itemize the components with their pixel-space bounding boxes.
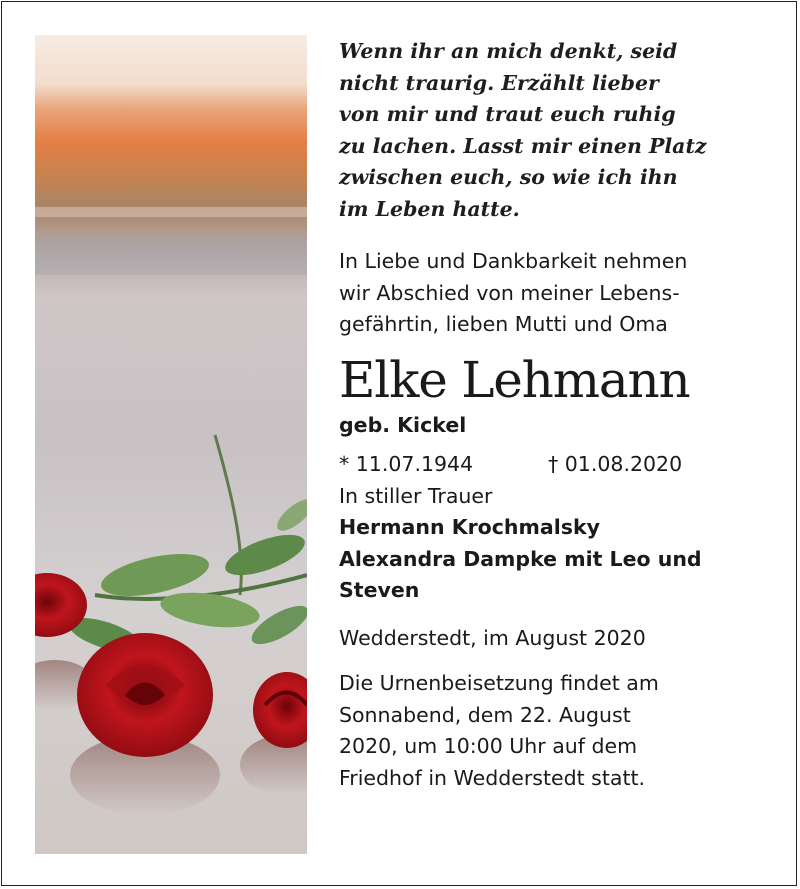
notice-line: 2020, um 10:00 Uhr auf dem <box>339 734 638 758</box>
mourning-label: In stiller Trauer <box>339 483 493 508</box>
poem-line: nicht traurig. Erzählt lieber <box>339 70 659 95</box>
intro-line: In Liebe und Dankbarkeit nehmen <box>339 249 688 273</box>
poem-line: im Leben hatte. <box>339 196 520 221</box>
burial-notice <box>339 668 779 794</box>
intro-line: gefährtin, lieben Mutti und Oma <box>339 312 668 336</box>
poem-line: zu lachen. Lasst mir einen Platz <box>339 133 707 158</box>
place-date: Wedderstedt, im August 2020 <box>339 625 646 650</box>
poem-line: Wenn ihr an mich denkt, seid <box>339 39 678 63</box>
mourner-line: Steven <box>339 578 420 602</box>
life-dates <box>339 449 779 481</box>
notice-line: Sonnabend, dem 22. August <box>339 702 631 727</box>
notice-line: Friedhof in Wedderstedt statt. <box>339 765 646 790</box>
deceased-name: Elke Lehmann <box>339 350 690 409</box>
maiden-name: geb. Kickel <box>339 412 467 437</box>
birth-date: * 11.07.1944 <box>339 452 474 476</box>
mourner-line: Hermann Krochmalsky <box>339 515 600 539</box>
notice-line: Die Urnenbeisetzung findet am <box>339 671 659 695</box>
mourner-line: Alexandra Dampke mit Leo und <box>339 546 702 571</box>
roses-on-water-photo <box>35 35 307 854</box>
poem-line: von mir und traut euch ruhig <box>339 102 676 126</box>
poem-line: zwischen euch, so wie ich ihn <box>339 165 678 189</box>
mourner-names <box>339 512 779 607</box>
memorial-poem <box>339 36 779 225</box>
intro-line: wir Abschied von meiner Lebens- <box>339 280 680 305</box>
obituary-text <box>339 36 779 794</box>
death-date: † 01.08.2020 <box>548 452 683 476</box>
farewell-intro <box>339 246 779 341</box>
